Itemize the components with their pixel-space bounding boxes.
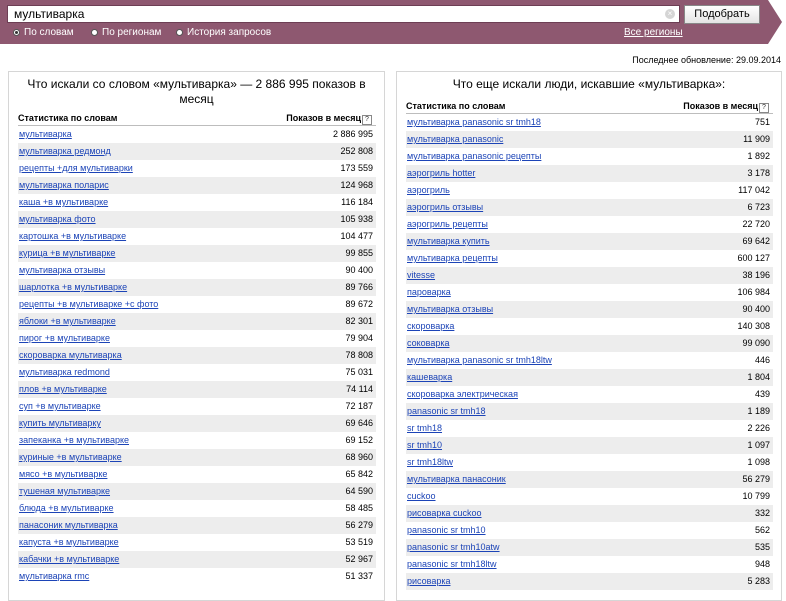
phrase-link[interactable]: аэрогриль hotter: [407, 168, 476, 178]
table-row: [406, 131, 773, 148]
phrase-link[interactable]: мультиварка фото: [19, 214, 96, 224]
impressions-count: 2 886 995: [332, 129, 373, 139]
submit-button[interactable]: Подобрать: [684, 5, 760, 24]
impressions-count: 11 909: [743, 134, 770, 144]
radio-icon[interactable]: [176, 29, 183, 36]
phrase-link[interactable]: мультиварка панасоник: [407, 474, 506, 484]
table-row: [406, 284, 773, 301]
table-row: [18, 415, 376, 432]
impressions-count: 78 808: [345, 350, 373, 360]
table-row: [18, 245, 376, 262]
phrase-column-header: Статистика по словам: [18, 113, 118, 123]
impressions-count: 38 196: [742, 270, 770, 280]
impressions-count: 99 090: [742, 338, 770, 348]
table-row: [18, 262, 376, 279]
table-row: [406, 233, 773, 250]
impressions-count: 51 337: [345, 571, 373, 581]
phrase-link[interactable]: картошка +в мультиварке: [19, 231, 127, 241]
impressions-count: 1 804: [747, 372, 770, 382]
table-row: [18, 228, 376, 245]
count-column-label: Показов в месяц: [683, 101, 758, 111]
phrase-link[interactable]: sr tmh18: [407, 423, 443, 433]
impressions-count: 56 279: [742, 474, 770, 484]
impressions-count: 79 904: [345, 333, 373, 343]
table-row: [406, 216, 773, 233]
search-bar: [0, 0, 786, 44]
search-input[interactable]: [8, 6, 654, 22]
table-header: [406, 101, 773, 114]
impressions-count: 22 720: [742, 219, 770, 229]
clear-icon[interactable]: ×: [665, 9, 675, 19]
table-row: [406, 148, 773, 165]
phrase-link[interactable]: соковарка: [407, 338, 450, 348]
table-row: [18, 194, 376, 211]
last-update: Последнее обновление: 29.09.2014: [632, 55, 781, 65]
phrase-link[interactable]: тушеная мультиварке: [19, 486, 111, 496]
count-column-header: [683, 101, 769, 113]
impressions-count: 140 308: [737, 321, 770, 331]
table-row: [18, 313, 376, 330]
phrase-link[interactable]: sr tmh18ltw: [407, 457, 454, 467]
phrase-link[interactable]: sr tmh10: [407, 440, 443, 450]
phrase-link[interactable]: пароварка: [407, 287, 451, 297]
table-row: [18, 534, 376, 551]
impressions-count: 124 968: [340, 180, 373, 190]
table-row: [18, 296, 376, 313]
phrase-link[interactable]: panasonic sr tmh10atw: [407, 542, 500, 552]
impressions-count: 535: [754, 542, 770, 552]
impressions-count: 69 152: [345, 435, 373, 445]
table-row: [18, 143, 376, 160]
impressions-count: 90 400: [345, 265, 373, 275]
phrase-link[interactable]: скороварка мультиварка: [19, 350, 122, 360]
mode-history[interactable]: [176, 27, 271, 38]
table-row: [18, 398, 376, 415]
phrase-link[interactable]: мультиварка рецепты: [407, 253, 498, 263]
impressions-count: 173 559: [340, 163, 373, 173]
phrase-link[interactable]: panasonic sr tmh18ltw: [407, 559, 497, 569]
table-row: [18, 177, 376, 194]
table-row: [18, 160, 376, 177]
impressions-count: 1 892: [747, 151, 770, 161]
phrase-link[interactable]: шарлотка +в мультиварке: [19, 282, 128, 292]
impressions-count: 332: [754, 508, 770, 518]
mode-label: По регионам: [102, 27, 162, 38]
table-row: [406, 539, 773, 556]
phrase-link[interactable]: куриные +в мультиварке: [19, 452, 122, 462]
table-row: [18, 449, 376, 466]
table-row: [18, 279, 376, 296]
phrase-link[interactable]: скороварка электрическая: [407, 389, 518, 399]
mode-label: По словам: [24, 27, 74, 38]
table-row: [406, 505, 773, 522]
impressions-count: 446: [754, 355, 770, 365]
phrase-link[interactable]: мультиварка panasonic рецепты: [407, 151, 542, 161]
phrase-link[interactable]: рисоварка cuckoo: [407, 508, 482, 518]
impressions-count: 82 301: [345, 316, 373, 326]
phrase-link[interactable]: яблоки +в мультиварке: [19, 316, 116, 326]
phrase-link[interactable]: мясо +в мультиварке: [19, 469, 108, 479]
impressions-count: 64 590: [345, 486, 373, 496]
table-row: [406, 471, 773, 488]
phrase-link[interactable]: мультиварка редмонд: [19, 146, 111, 156]
count-column-header: [286, 113, 372, 125]
phrase-link[interactable]: мультиварка panasonic sr tmh18: [407, 117, 541, 127]
word-stats-panel: [8, 71, 385, 601]
count-column-label: Показов в месяц: [286, 113, 361, 123]
impressions-count: 117 042: [738, 185, 770, 195]
table-row: [406, 335, 773, 352]
impressions-count: 562: [754, 525, 770, 535]
table-row: [406, 318, 773, 335]
impressions-count: 116 184: [341, 197, 373, 207]
table-row: [18, 211, 376, 228]
impressions-count: 3 178: [747, 168, 770, 178]
table-row: [406, 488, 773, 505]
impressions-count: 6 723: [747, 202, 770, 212]
phrase-link[interactable]: панасоник мультиварка: [19, 520, 118, 530]
impressions-count: 751: [754, 117, 770, 127]
impressions-count: 439: [754, 389, 770, 399]
search-bar-arrow: [768, 0, 782, 44]
also-searched-panel: [396, 71, 782, 601]
table-row: [406, 352, 773, 369]
help-icon[interactable]: ?: [759, 103, 769, 113]
phrase-link[interactable]: аэрогриль рецепты: [407, 219, 488, 229]
radio-icon[interactable]: [13, 29, 20, 36]
impressions-count: 252 808: [340, 146, 373, 156]
impressions-count: 69 646: [345, 418, 373, 428]
phrase-link[interactable]: каша +в мультиварке: [19, 197, 109, 207]
phrase-link[interactable]: кашеварка: [407, 372, 453, 382]
impressions-count: 52 967: [345, 554, 373, 564]
impressions-count: 89 766: [345, 282, 373, 292]
impressions-count: 53 519: [345, 537, 373, 547]
impressions-count: 2 226: [747, 423, 770, 433]
table-row: [18, 466, 376, 483]
table-row: [406, 522, 773, 539]
impressions-count: 72 187: [345, 401, 373, 411]
table-row: [18, 347, 376, 364]
impressions-count: 5 283: [747, 576, 770, 586]
phrase-link[interactable]: vitesse: [407, 270, 436, 280]
phrase-link[interactable]: купить мультиварку: [19, 418, 101, 428]
table-row: [18, 500, 376, 517]
phrase-link[interactable]: капуста +в мультиварке: [19, 537, 119, 547]
also-searched-list: [406, 114, 773, 590]
phrase-link[interactable]: пирог +в мультиварке: [19, 333, 110, 343]
phrase-link[interactable]: мультиварка panasonic: [407, 134, 504, 144]
impressions-count: 105 938: [340, 214, 373, 224]
impressions-count: 68 960: [345, 452, 373, 462]
impressions-count: 74 114: [346, 384, 373, 394]
table-row: [406, 301, 773, 318]
phrase-link[interactable]: cuckoo: [407, 491, 436, 501]
word-stats-list: [18, 126, 376, 585]
phrase-link[interactable]: плов +в мультиварке: [19, 384, 107, 394]
table-row: [18, 568, 376, 585]
table-row: [406, 369, 773, 386]
impressions-count: 99 855: [345, 248, 373, 258]
table-row: [406, 250, 773, 267]
table-row: [406, 454, 773, 471]
table-row: [406, 420, 773, 437]
table-row: [18, 364, 376, 381]
impressions-count: 65 842: [345, 469, 373, 479]
phrase-link[interactable]: мультиварка: [19, 129, 72, 139]
phrase-link[interactable]: мультиварка отзывы: [407, 304, 494, 314]
impressions-count: 104 477: [340, 231, 373, 241]
mode-label: История запросов: [187, 27, 272, 38]
impressions-count: 106 984: [737, 287, 770, 297]
impressions-count: 948: [754, 559, 770, 569]
phrase-link[interactable]: мультиварка redmond: [19, 367, 110, 377]
panel-title: Что еще искали люди, искавшие «мультиварка»:: [452, 77, 726, 91]
panel-title: Что искали со словом «мультиварка» — 2 886 995 показов в месяц: [27, 77, 366, 106]
phrase-link[interactable]: аэрогриль отзывы: [407, 202, 484, 212]
all-regions-link[interactable]: Все регионы: [624, 27, 683, 38]
phrase-link[interactable]: мультиварка panasonic sr tmh18ltw: [407, 355, 552, 365]
table-row: [18, 483, 376, 500]
phrase-link[interactable]: мультиварка rmc: [19, 571, 90, 581]
table-row: [18, 330, 376, 347]
phrase-link[interactable]: курица +в мультиварке: [19, 248, 116, 258]
phrase-link[interactable]: мультиварка поларис: [19, 180, 109, 190]
impressions-count: 89 672: [345, 299, 373, 309]
phrase-link[interactable]: мультиварка отзывы: [19, 265, 106, 275]
table-row: [406, 165, 773, 182]
impressions-count: 56 279: [345, 520, 373, 530]
table-header: [18, 113, 376, 126]
search-box[interactable]: [7, 5, 680, 23]
table-row: [406, 573, 773, 590]
table-row: [406, 114, 773, 131]
phrase-link[interactable]: мультиварка купить: [407, 236, 490, 246]
phrase-link[interactable]: кабачки +в мультиварке: [19, 554, 120, 564]
phrase-link[interactable]: рецепты +в мультиварке +с фото: [19, 299, 159, 309]
phrase-link[interactable]: суп +в мультиварке: [19, 401, 101, 411]
table-row: [18, 381, 376, 398]
phrase-link[interactable]: запеканка +в мультиварке: [19, 435, 130, 445]
phrase-link[interactable]: рецепты +для мультиварки: [19, 163, 133, 173]
phrase-link[interactable]: аэрогриль: [407, 185, 450, 195]
impressions-count: 1 189: [747, 406, 770, 416]
phrase-link[interactable]: блюда +в мультиварке: [19, 503, 114, 513]
table-row: [18, 551, 376, 568]
phrase-link[interactable]: panasonic sr tmh18: [407, 406, 486, 416]
mode-regions[interactable]: [91, 27, 161, 38]
impressions-count: 600 127: [737, 253, 770, 263]
table-row: [406, 267, 773, 284]
phrase-link[interactable]: panasonic sr tmh10: [407, 525, 486, 535]
impressions-count: 10 799: [742, 491, 770, 501]
help-icon[interactable]: ?: [362, 115, 372, 125]
table-row: [18, 517, 376, 534]
impressions-count: 58 485: [345, 503, 373, 513]
table-row: [18, 126, 376, 143]
phrase-column-header: Статистика по словам: [406, 101, 506, 111]
table-row: [406, 437, 773, 454]
impressions-count: 69 642: [742, 236, 770, 246]
table-row: [406, 182, 773, 199]
phrase-link[interactable]: скороварка: [407, 321, 455, 331]
impressions-count: 1 097: [747, 440, 770, 450]
mode-words[interactable]: [13, 27, 74, 38]
impressions-count: 75 031: [345, 367, 373, 377]
table-row: [406, 556, 773, 573]
radio-icon[interactable]: [91, 29, 98, 36]
table-row: [18, 432, 376, 449]
impressions-count: 90 400: [742, 304, 770, 314]
phrase-link[interactable]: рисоварка: [407, 576, 451, 586]
impressions-count: 1 098: [747, 457, 770, 467]
table-row: [406, 403, 773, 420]
table-row: [406, 386, 773, 403]
table-row: [406, 199, 773, 216]
